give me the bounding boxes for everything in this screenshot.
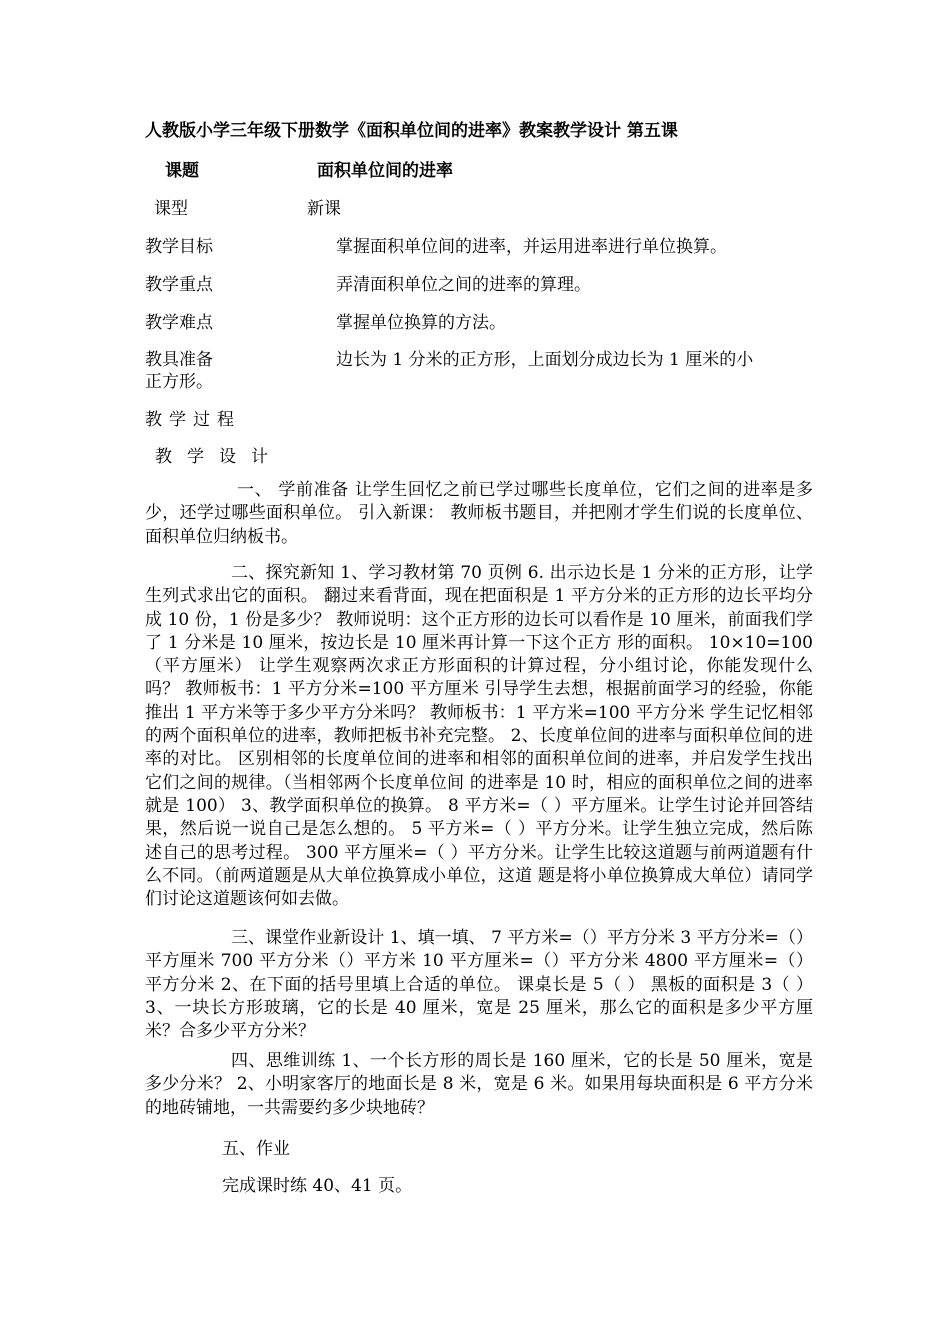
row-topic-value: 面积单位间的进率 <box>317 161 453 181</box>
row-key-point-label: 教学重点 <box>145 275 213 295</box>
document-title: 人教版小学三年级下册数学《面积单位间的进率》教案教学设计 第五课 <box>145 121 678 141</box>
row-goal-value: 掌握面积单位间的进率，并运用进率进行单位换算。 <box>336 237 727 257</box>
row-materials-continuation <box>145 367 213 392</box>
row-difficulty-label: 教学难点 <box>145 313 213 333</box>
process-heading: 教学过程 <box>145 410 241 430</box>
row-materials-value-cont: 正方形。 <box>145 372 213 392</box>
row-materials-value: 边长为 1 分米的正方形，上面划分成边长为 1 厘米的小 <box>336 350 754 370</box>
section-2-paragraph: 二、探究新知 1、学习教材第 70 页例 6. 出示边长是 1 分米的正方形，让学生列式求出它的面积。 翻过来看背面，现在把面积是 1 平方分米的正方形的边长平均分成 10 份，1 份是多少？ 教师说明：这个正方形的边长可以看作是 10 厘米，前面我们学了 1 分米是 10 厘米，按边长是 10 厘米再计算一下这个正方 形的面积。 10×10=100（平方厘米） 让学生观察两次求正方形面积的计算过程，分小组讨论，你能发现什么吗？ 教师板书：1 平方分米=100 平方厘米 引导学生去想，根据前面学习的经验，你能推出 1 平方米等于多少平方分米吗？ 教师板书：1 平方米=100 平方分米 学生记忆相邻的两个面积单位的进率，教师把板书补充完整。 2、长度单位间的进率与面积单位间的进率的对比。 区别相邻的长度单位间的进率和相邻的面积单位间的进率，并启发学生找出它们之间的规律。（当相邻两个长度单位间 的进率是 10 时，相应的面积单位之间的进率就是 100） 3、教学面积单位的换算。 8 平方米=（ ）平方厘米。让学生讨论并回答结果，然后说一说自己是怎么想的。 5 平方米=（ ）平方分米。让学生独立完成，然后陈述自己的思考过程。 300 平方厘米=（ ）平方分米。让学生比较这道题与前两道题有什么不同。（前两道题是从大单位换算成小单位，这道 题是将小单位换算成大单位）请同学们讨论这道题该何如去做。 <box>145 563 813 910</box>
section-3-paragraph: 三、课堂作业新设计 1、填一填、 7 平方米=（）平方分米 3 平方分米=（）平方厘米 700 平方分米（）平方米 10 平方厘米=（）平方分米 4800 平方厘米=（）平方分米 2、在下面的括号里填上合适的单位。 课桌长是 5（ ） 黑板的面积是 3（ ） 3、一块长方形玻璃，它的长是 40 厘米，宽是 25 厘米，那么它的面积是多少平方厘米？合多少平方分米？ <box>145 928 813 1042</box>
homework-text: 完成课时练 40、41 页。 <box>222 1176 413 1196</box>
row-materials-label: 教具准备 <box>145 350 213 370</box>
row-type-label: 课型 <box>154 199 188 219</box>
row-key-point-value: 弄清面积单位之间的进率的算理。 <box>336 275 591 295</box>
design-heading: 教学设计 <box>155 447 283 467</box>
row-type-value: 新课 <box>307 199 341 219</box>
row-topic-label: 课题 <box>165 161 199 181</box>
section-1-paragraph: 一、 学前准备 让学生回忆之前已学过哪些长度单位，它们之间的进率是多少，还学过哪些面积单位。 引入新课： 教师板书题目，并把刚才学生们说的长度单位、面积单位归纳板书。 <box>145 480 813 547</box>
row-difficulty-value: 掌握单位换算的方法。 <box>336 313 506 333</box>
section-4-paragraph: 四、思维训练 1、一个长方形的周长是 160 厘米，它的长是 50 厘米，宽是多少分米？ 2、小明家客厅的地面长是 8 米，宽是 6 米。如果用每块面积是 6 平方分米的地砖铺地，一共需要约多少块地砖？ <box>145 1051 813 1118</box>
row-goal-label: 教学目标 <box>145 237 213 257</box>
homework-heading: 五、作业 <box>222 1139 290 1159</box>
